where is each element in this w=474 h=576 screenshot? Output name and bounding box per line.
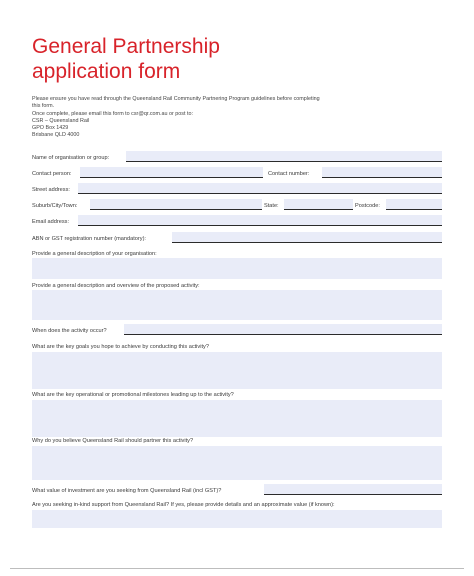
- contact-number-field[interactable]: [322, 167, 442, 178]
- form-title-line-2: application form: [32, 60, 181, 83]
- why-partner-label: Why do you believe Queensland Rail should partner this activity?: [32, 438, 194, 444]
- in-kind-box[interactable]: [32, 510, 442, 528]
- postal-address-line: CSR – Queensland Rail: [32, 117, 90, 124]
- investment-field[interactable]: [264, 484, 442, 495]
- key-goals-label: What are the key goals you hope to achieve by conducting this activity?: [32, 344, 209, 350]
- suburb-field[interactable]: [90, 199, 262, 210]
- key-goals-box[interactable]: [32, 352, 442, 389]
- activity-when-field[interactable]: [124, 324, 442, 335]
- in-kind-label: Are you seeking in-kind support from Queensland Rail? If yes, please provide details and an approximate value (if known):: [32, 502, 335, 508]
- state-field[interactable]: [284, 199, 353, 210]
- postcode-label: Postcode:: [355, 203, 380, 209]
- instructions-line: this form.: [32, 103, 55, 110]
- activity-description-label: Provide a general description and overview of the proposed activity:: [32, 283, 200, 289]
- street-address-label: Street address:: [32, 187, 70, 193]
- activity-when-label: When does the activity occur?: [32, 328, 107, 334]
- page-divider: [10, 568, 464, 569]
- milestones-box[interactable]: [32, 400, 442, 437]
- why-partner-box[interactable]: [32, 446, 442, 480]
- instructions-line: Please ensure you have read through the Queensland Rail Community Partnering Program guidelines before completing: [32, 96, 320, 102]
- postal-address-line: GPO Box 1429: [32, 125, 69, 132]
- instructions-line: Once complete, please email this form to csr@qr.com.au or post to:: [32, 110, 193, 117]
- org-name-label: Name of organisation or group:: [32, 155, 110, 161]
- postal-address-line: Brisbane QLD 4000: [32, 132, 80, 139]
- contact-person-field[interactable]: [80, 167, 263, 178]
- form-title-line-1: General Partnership: [32, 35, 220, 58]
- investment-label: What value of investment are you seeking from Queensland Rail (incl GST)?: [32, 488, 222, 494]
- org-description-label: Provide a general description of your organisation:: [32, 251, 157, 257]
- email-field[interactable]: [78, 215, 442, 226]
- state-label: State:: [264, 203, 279, 209]
- email-label: Email address:: [32, 219, 69, 225]
- suburb-label: Suburb/City/Town:: [32, 203, 78, 209]
- street-address-field[interactable]: [78, 183, 442, 194]
- milestones-label: What are the key operational or promotional milestones leading up to the activity?: [32, 392, 234, 398]
- org-description-box[interactable]: [32, 258, 442, 279]
- abn-field[interactable]: [172, 232, 442, 243]
- org-name-field[interactable]: [126, 151, 442, 162]
- activity-description-box[interactable]: [32, 290, 442, 320]
- contact-person-label: Contact person:: [32, 171, 72, 177]
- instructions: [32, 96, 452, 140]
- abn-label: ABN or GST registration number (mandatory):: [32, 236, 146, 242]
- postcode-field[interactable]: [386, 199, 442, 210]
- contact-number-label: Contact number:: [268, 171, 310, 177]
